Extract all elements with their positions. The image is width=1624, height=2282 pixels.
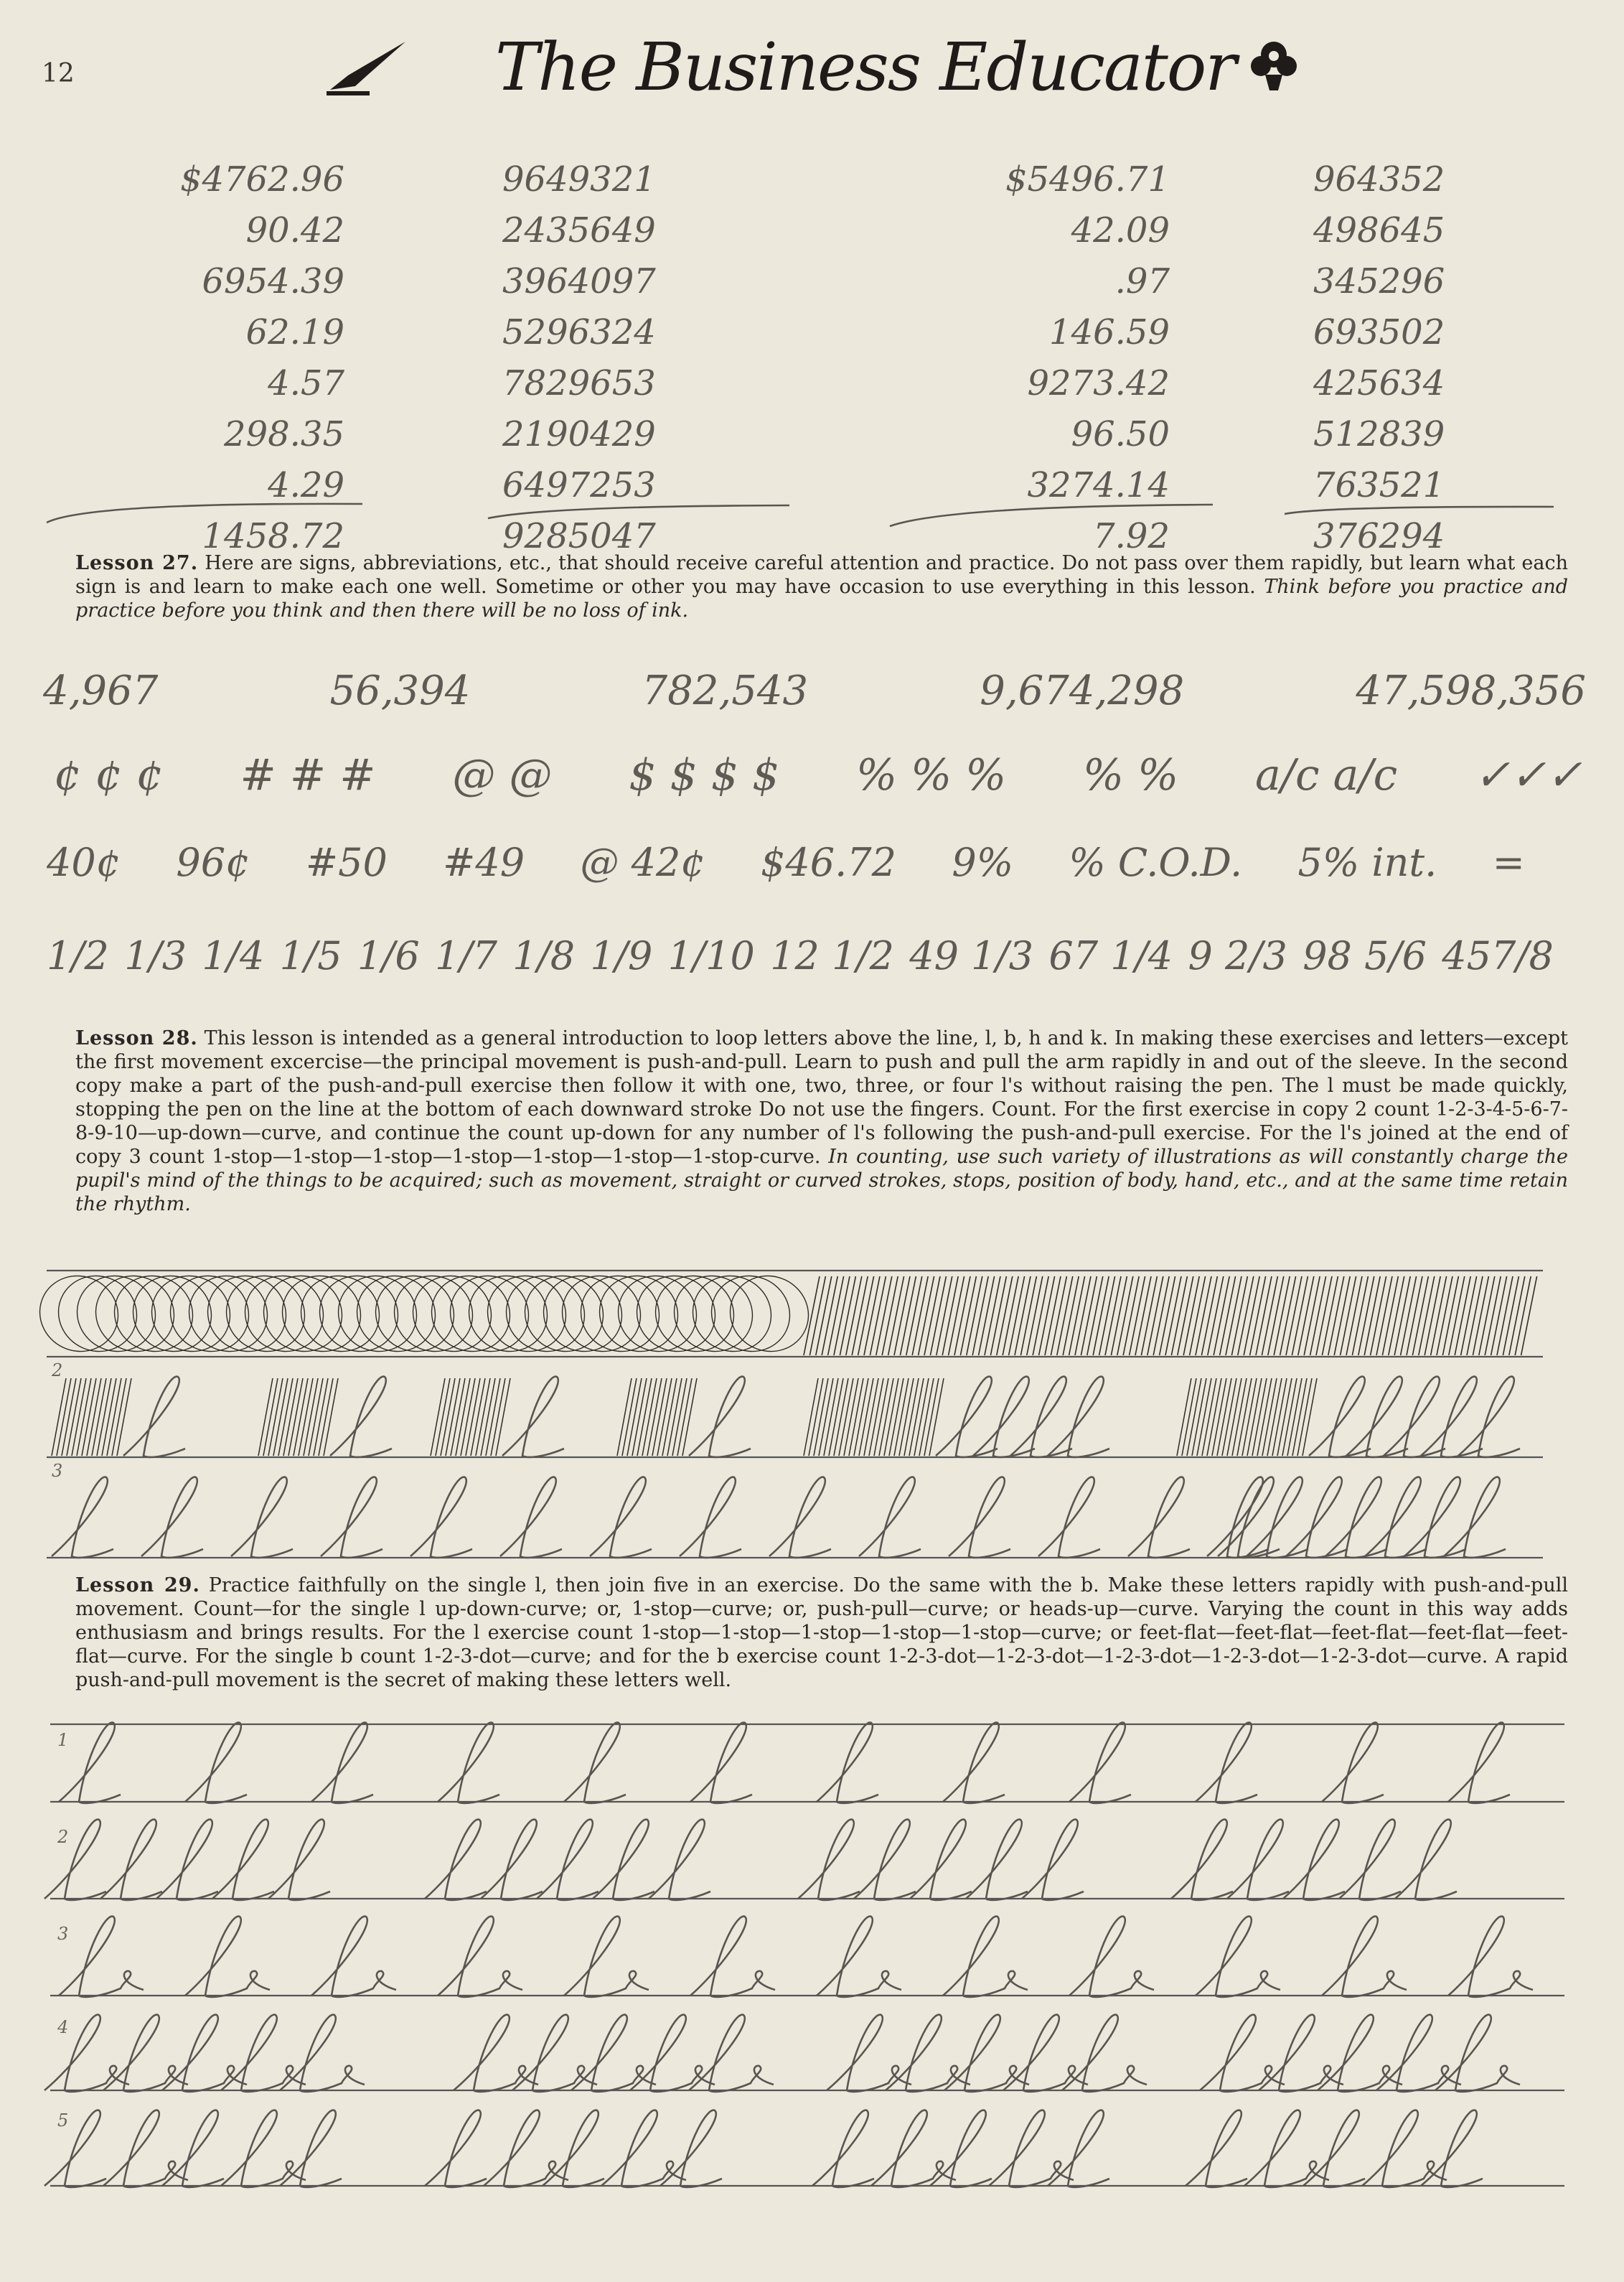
sign: 1/3 bbox=[124, 933, 187, 978]
lesson-29-text bbox=[75, 1573, 1568, 1692]
figure: 298.35 bbox=[224, 414, 344, 454]
push-pull-l-exercise bbox=[431, 1377, 564, 1457]
sign: 1/2 bbox=[47, 933, 109, 978]
page-number: 12 bbox=[42, 59, 75, 88]
row-number: 5 bbox=[57, 2110, 69, 2131]
sign: 12 1/2 bbox=[770, 933, 894, 978]
sign: 98 5/6 bbox=[1303, 933, 1427, 978]
signs-row bbox=[47, 840, 1525, 885]
figure: 5296324 bbox=[502, 312, 656, 352]
sign: % % bbox=[1083, 750, 1179, 800]
oval-exercise bbox=[27, 1263, 821, 1365]
push-pull-l-exercise bbox=[258, 1377, 392, 1457]
row-number: 2 bbox=[57, 1827, 69, 1847]
sign: 40¢ bbox=[47, 840, 121, 885]
sign: 4,967 bbox=[43, 668, 159, 714]
push-pull-exercise bbox=[804, 1276, 1537, 1355]
figure: 6497253 bbox=[502, 465, 656, 505]
sign: 67 1/4 bbox=[1048, 933, 1173, 978]
figure: 693502 bbox=[1313, 312, 1445, 352]
sign: 1/9 bbox=[590, 933, 653, 978]
sign: ✓✓✓ bbox=[1474, 750, 1582, 800]
sign: 1/10 bbox=[667, 933, 755, 978]
sign: @ 42¢ bbox=[580, 840, 705, 885]
sign: 9,674,298 bbox=[980, 668, 1185, 714]
sign: 47,598,356 bbox=[1356, 668, 1586, 714]
row-number: 3 bbox=[52, 1461, 63, 1481]
sign: 1/7 bbox=[435, 933, 497, 978]
signs-row bbox=[54, 750, 1582, 800]
row-number: 1 bbox=[57, 1730, 69, 1750]
figure: .97 bbox=[1114, 261, 1170, 301]
figure: 376294 bbox=[1313, 516, 1445, 556]
lesson-italic: Think before you practice and practice before you think and then there will be no loss of ink. bbox=[75, 576, 1569, 622]
lesson-body: This lesson is intended as a general introduction to loop letters above the line, l, b, h and k. In making these exercises and letters—except the first movement excercise—the principal movement is push-and-pull. Learn to push and pull the arm rapidly in and out of the sleeve. In the second copy make a part of the push-and-pull exercise then follow it with one, two, three, or four l's without raising the pen. The l must be made quickly, stopping the pen on the line at the bottom of each downward stroke Do not use the fingers. Count. For the first exercise in copy 2 count 1-2-3-4-5-6-7-8-9-10—up-down—curve, and continue the count up-down for any number of l's following the push-and-pull exercise. For the l's joined at the end of copy 3 count 1-stop—1-stop—1-stop—1-stop—1-stop—1-stop—1-stop-curve. bbox=[75, 1027, 1568, 1168]
letter-drills bbox=[0, 1716, 1624, 2276]
figure: 9285047 bbox=[502, 516, 656, 556]
sign: 96¢ bbox=[176, 840, 250, 885]
lesson-28-text bbox=[75, 1027, 1568, 1216]
sign: 49 1/3 bbox=[909, 933, 1034, 978]
sign: 1/6 bbox=[357, 933, 420, 978]
movement-drills bbox=[0, 1263, 1624, 1565]
push-pull-l-exercise bbox=[804, 1377, 1109, 1457]
figure: 9649321 bbox=[502, 159, 656, 200]
figure: 7.92 bbox=[1093, 516, 1170, 556]
sign: 1/4 bbox=[202, 933, 265, 978]
sign: 9% bbox=[952, 840, 1014, 885]
figure: 2435649 bbox=[502, 210, 656, 251]
sign: # # # bbox=[240, 750, 376, 800]
lesson-label: Lesson 27. bbox=[75, 552, 199, 574]
signs-row bbox=[43, 668, 1586, 714]
sum-underlines bbox=[0, 0, 1624, 546]
sign: #49 bbox=[443, 840, 525, 885]
figure: 62.19 bbox=[245, 312, 344, 352]
sign: 5% int. bbox=[1297, 840, 1437, 885]
lesson-italic: In counting, use such variety of illustrations as will constantly charge the pupil's mind of the things to be acquired; such as movement, straight or curved strokes, stops, position of body, hand, etc., and at the same time retain the rhythm. bbox=[75, 1146, 1568, 1215]
sign: $ $ $ $ bbox=[629, 750, 780, 800]
sign: a/c a/c bbox=[1255, 750, 1398, 800]
push-pull-l-exercise bbox=[52, 1377, 185, 1457]
figure: 1458.72 bbox=[202, 516, 344, 556]
row-number: 3 bbox=[57, 1924, 69, 1944]
sign: 56,394 bbox=[329, 668, 471, 714]
sign: 457/8 bbox=[1442, 933, 1554, 978]
single-b-row bbox=[59, 1917, 1533, 1997]
sign: ¢ ¢ ¢ bbox=[54, 750, 164, 800]
figure: 3274.14 bbox=[1027, 465, 1170, 505]
signs-row bbox=[47, 933, 1554, 978]
figure: 512839 bbox=[1313, 414, 1445, 454]
l-row bbox=[52, 1477, 1506, 1558]
sign: 1/8 bbox=[512, 933, 576, 978]
lesson-27-text bbox=[75, 551, 1568, 622]
l-exercise-row bbox=[44, 1820, 1457, 1900]
lesson-label: Lesson 29. bbox=[75, 1574, 200, 1596]
figure: 96.50 bbox=[1071, 414, 1170, 454]
sign: % C.O.D. bbox=[1069, 840, 1243, 885]
single-l-row bbox=[59, 1723, 1510, 1803]
push-pull-l-exercise bbox=[617, 1377, 751, 1457]
figure: 90.42 bbox=[245, 210, 344, 251]
figure: 345296 bbox=[1313, 261, 1445, 301]
figure: 3964097 bbox=[502, 261, 656, 301]
sign: @ @ bbox=[452, 750, 553, 800]
b-exercise-row bbox=[44, 2015, 1520, 2092]
row-number: 4 bbox=[57, 2017, 69, 2037]
sign: = bbox=[1492, 840, 1525, 885]
sign: $46.72 bbox=[761, 840, 896, 885]
sign: #50 bbox=[305, 840, 388, 885]
figure: $4762.96 bbox=[179, 159, 344, 200]
figure: 4.29 bbox=[268, 465, 344, 505]
lesson-body: Here are signs, abbreviations, etc., that should receive careful attention and practice. Do not pass over them rapidly, but learn what each sign is and learn to make each one well. Sometime or other you may have occasion to use everything in this lesson. bbox=[75, 552, 1568, 598]
figure: 9273.42 bbox=[1027, 363, 1170, 403]
figure: $5496.71 bbox=[1005, 159, 1170, 200]
lesson-body: Practice faithfully on the single l, then join five in an exercise. Do the same with the b. Make these letters rapidly with push-and-pull movement. Count—for the single l up-down-curve; or, 1-stop—curve; or, push-pull—curve; or heads-up—curve. Varying the count in this way adds enthusiasm and brings results. For the l exercise count 1-stop—1-stop—1-stop—1-stop—1-stop—curve; or feet-flat—feet-flat—feet-flat—feet-flat—feet-flat—curve. For the single b count 1-2-3-dot—curve; and for the b exercise count 1-2-3-dot—1-2-3-dot—1-2-3-dot—1-2-3-dot—1-2-3-dot—curve. A rapid push-and-pull movement is the secret of making these letters well. bbox=[75, 1574, 1568, 1691]
figure: 763521 bbox=[1313, 465, 1445, 505]
figure: 4.57 bbox=[268, 363, 344, 403]
row-number: 2 bbox=[52, 1360, 63, 1380]
sign: 1/5 bbox=[279, 933, 342, 978]
figure: 425634 bbox=[1313, 363, 1445, 403]
figure: 498645 bbox=[1313, 210, 1445, 251]
figure: 2190429 bbox=[502, 414, 656, 454]
lesson-label: Lesson 28. bbox=[75, 1027, 198, 1049]
masthead-title: The Business Educator bbox=[495, 29, 1236, 106]
figure: 42.09 bbox=[1071, 210, 1170, 251]
figure: 6954.39 bbox=[202, 261, 344, 301]
sign: 782,543 bbox=[642, 668, 809, 714]
sign: 9 2/3 bbox=[1188, 933, 1287, 978]
push-pull-l-exercise bbox=[1177, 1377, 1520, 1457]
figure: 7829653 bbox=[502, 363, 656, 403]
lb-combination-row bbox=[44, 2110, 1483, 2187]
sign: % % % bbox=[856, 750, 1007, 800]
figure: 146.59 bbox=[1049, 312, 1170, 352]
figure: 964352 bbox=[1313, 159, 1445, 200]
